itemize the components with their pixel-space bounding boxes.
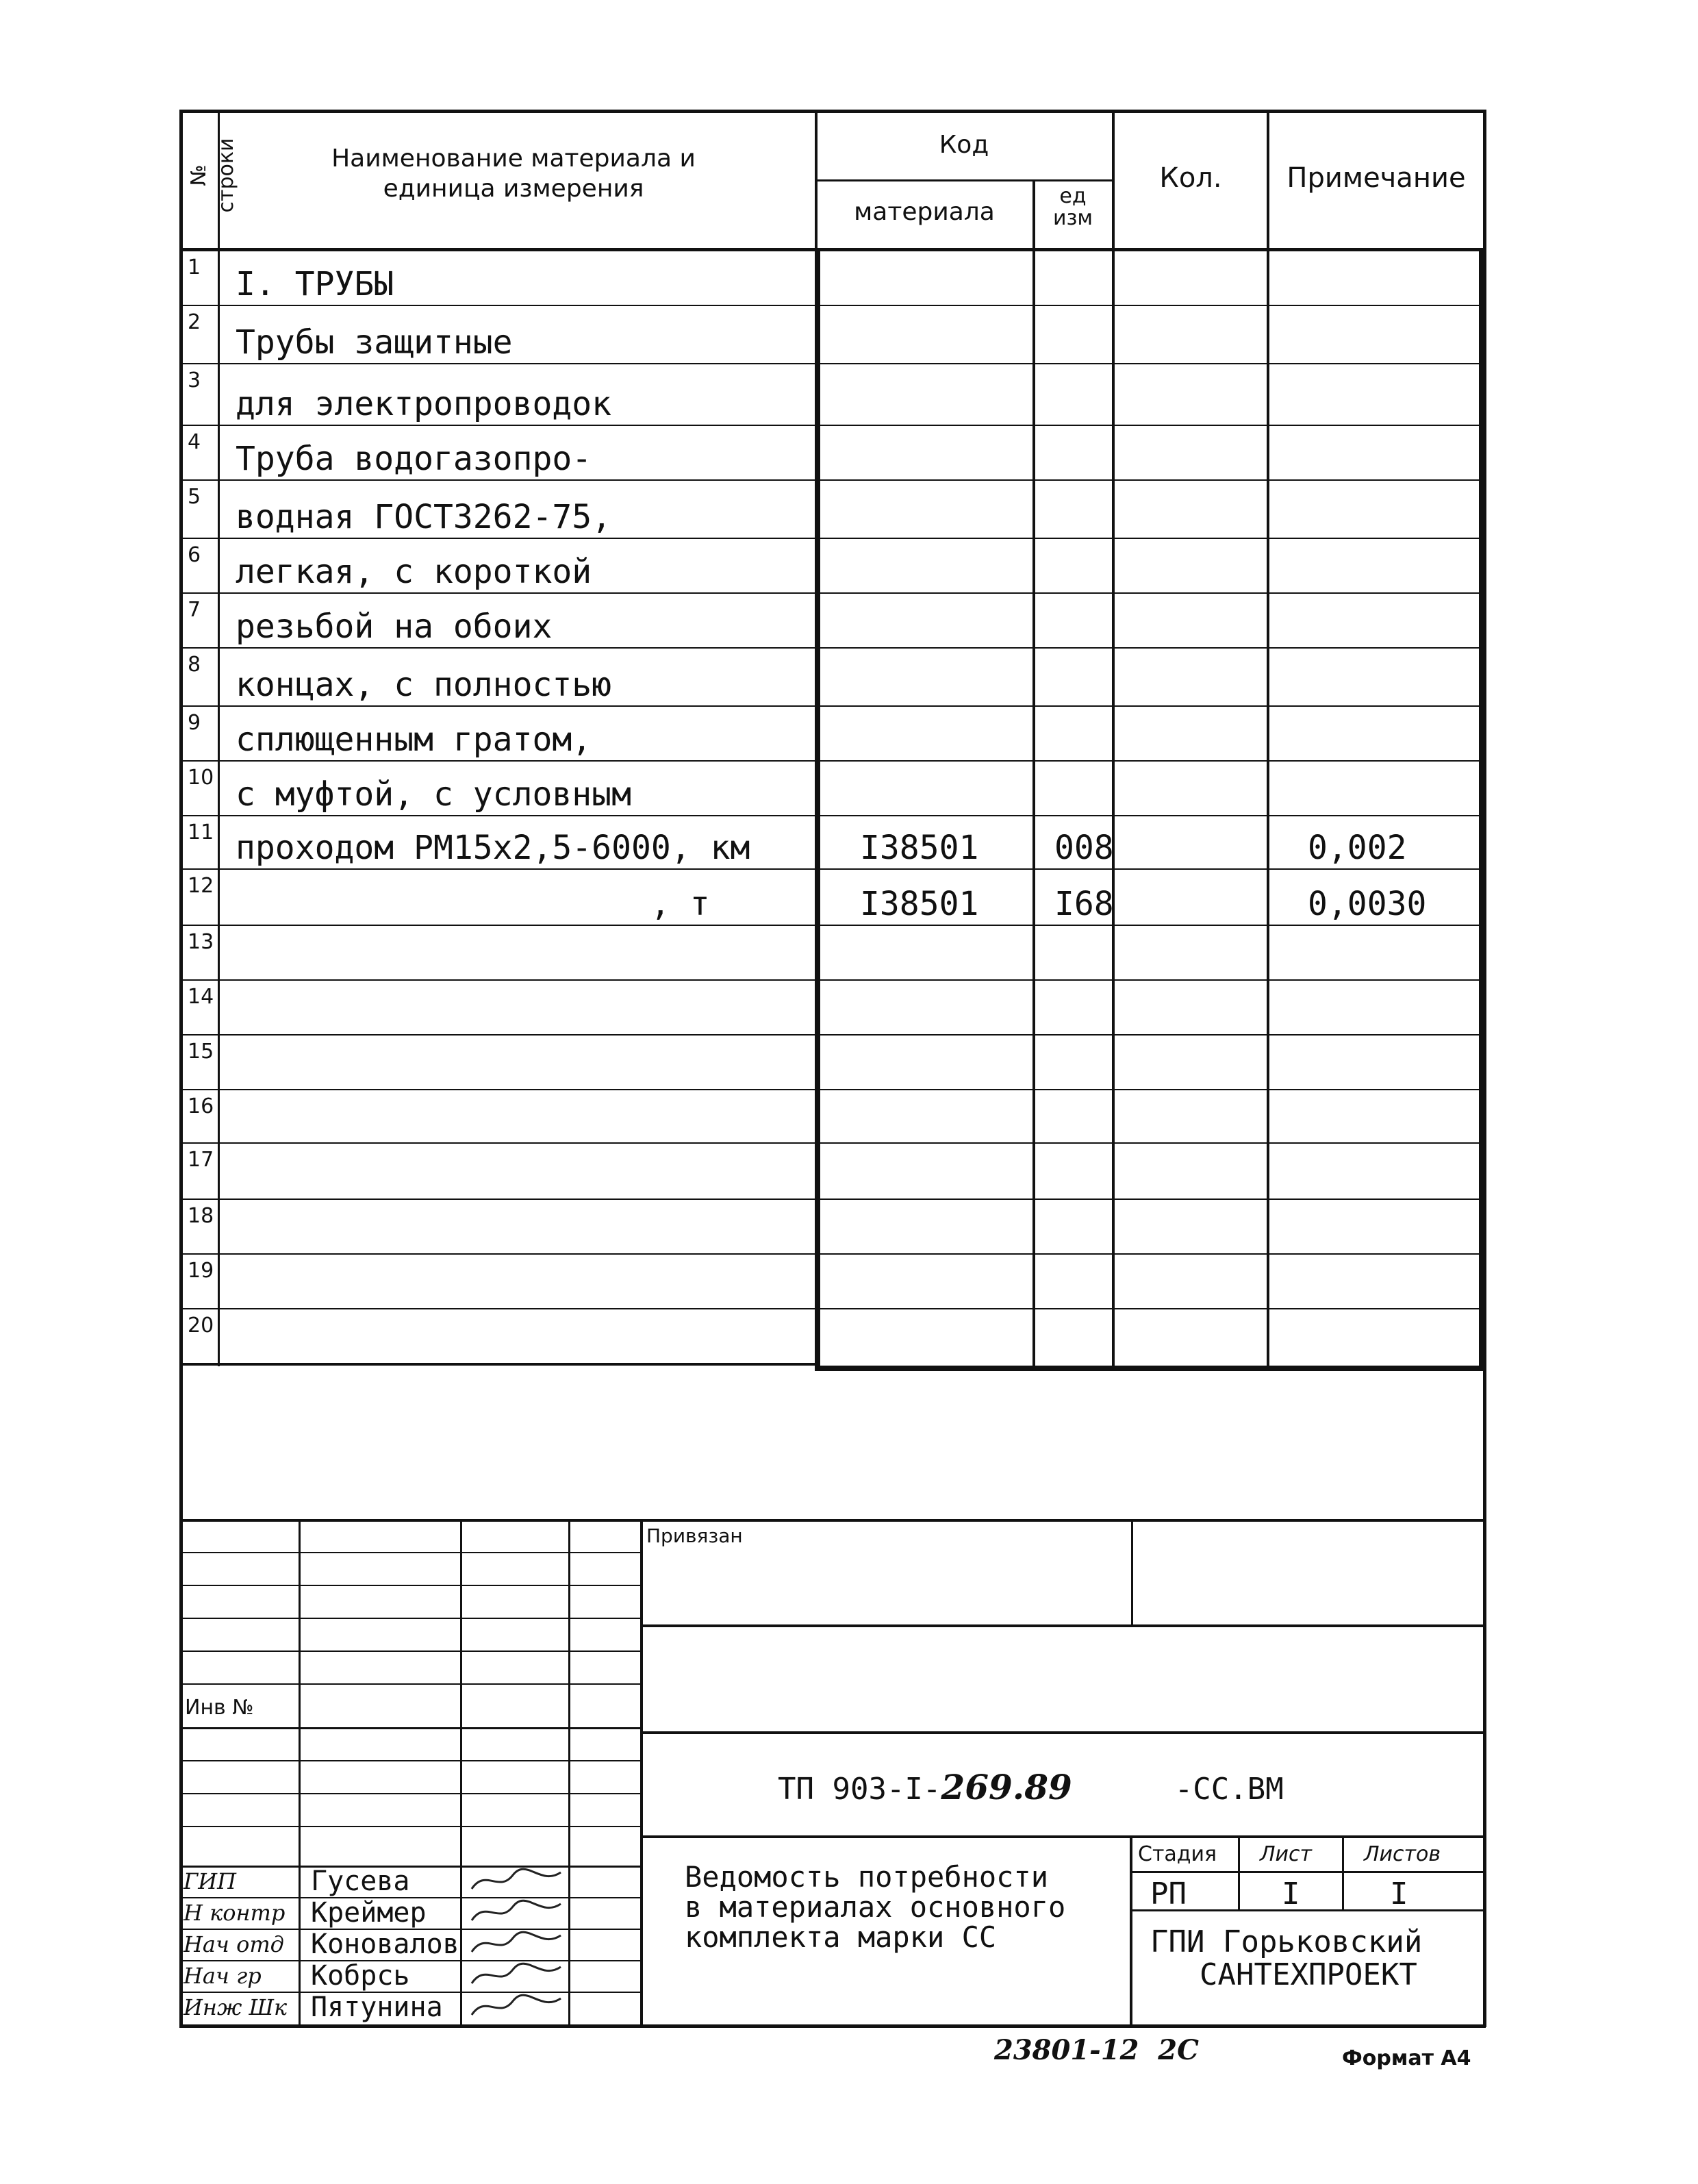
row-number-header: № строки	[187, 138, 238, 213]
signer-name: Кобрсь	[311, 1960, 410, 1992]
row-number: 8	[188, 653, 201, 677]
stage-label: Стадия	[1138, 1842, 1217, 1866]
document-title-3: комплекта марки СС	[685, 1920, 997, 1954]
tb-top	[179, 1519, 1486, 1522]
thick-border-left	[815, 248, 820, 1371]
col-line-rownum	[218, 110, 220, 1366]
tb-v1	[299, 1519, 301, 2026]
unit-header-2: изм	[1052, 206, 1093, 230]
row-number: 18	[188, 1204, 214, 1228]
organization-2: САНТЕХПРОЕКТ	[1200, 1957, 1417, 1992]
row-separator	[179, 538, 1486, 539]
material-name: Трубы защитные	[236, 323, 513, 362]
tb-lh7	[179, 1760, 642, 1761]
note-header: Примечание	[1287, 162, 1466, 194]
unit-header-1: ед	[1059, 184, 1087, 208]
signer-name: Гусева	[311, 1866, 410, 1897]
code-subline	[815, 179, 1113, 181]
row-separator	[179, 815, 1486, 816]
signer-role: Нач гр	[183, 1963, 262, 1989]
document-title-1: Ведомость потребности	[685, 1860, 1049, 1894]
signer-role: Н контр	[183, 1900, 286, 1926]
frame-top	[179, 110, 1486, 113]
row-separator	[179, 868, 1486, 870]
row-separator	[179, 363, 1486, 364]
row-number: 1	[188, 255, 201, 279]
signer-role: ГИП	[183, 1868, 236, 1894]
tb-lh13	[179, 1960, 642, 1961]
name-header: Наименование материала и единица измерения	[331, 145, 696, 203]
signer-name: Коновалов	[311, 1929, 459, 1960]
material-name: водная ГОСТ3262-75,	[236, 498, 612, 536]
unit-code: I68	[1054, 885, 1114, 923]
material-name: сплющенным гратом,	[236, 720, 592, 759]
row-number: 16	[188, 1094, 214, 1118]
row-number: 9	[188, 711, 201, 735]
frame-left	[179, 110, 183, 2027]
tb-v-stage1	[1238, 1837, 1240, 1911]
row-number: 20	[188, 1314, 214, 1338]
document-title-2: в материалах основного	[685, 1890, 1066, 1924]
row-number: 13	[188, 930, 214, 954]
signature-mark	[468, 1960, 564, 1990]
sheets-value: I	[1390, 1877, 1408, 1911]
row-number: 7	[188, 598, 201, 622]
stamp-number: 23801-12 2С	[994, 2034, 1199, 2066]
row-separator	[179, 479, 1486, 481]
thick-border-right	[1479, 248, 1485, 1371]
row-separator	[179, 1142, 1486, 1144]
tb-v3	[568, 1519, 570, 2026]
material-name: резьбой на обоих	[236, 607, 553, 646]
row-number: 15	[188, 1040, 214, 1064]
material-name: , т	[650, 885, 710, 923]
row-separator	[179, 592, 1486, 594]
tb-lh8	[179, 1793, 642, 1794]
frame-bottom	[179, 2024, 1486, 2028]
col-line-unit	[1112, 110, 1115, 1370]
material-header: материала	[854, 198, 995, 226]
unit-code: 008	[1054, 829, 1114, 867]
tb-lh10	[179, 1866, 642, 1868]
row-separator	[179, 1308, 1486, 1309]
qty-header: Кол.	[1159, 162, 1222, 194]
row-number: 14	[188, 985, 214, 1009]
row-separator	[179, 647, 1486, 649]
row-separator	[179, 1034, 1486, 1035]
material-name: для электропроводок	[236, 385, 612, 423]
tb-lh4	[179, 1650, 642, 1652]
row-number: 19	[188, 1259, 214, 1283]
row-separator	[179, 979, 1486, 981]
row-separator	[179, 1089, 1486, 1090]
material-code: I38501	[860, 885, 979, 923]
signature-mark	[468, 1866, 564, 1896]
tb-h-attached	[640, 1624, 1486, 1627]
row-number: 3	[188, 368, 201, 392]
tb-split	[640, 1519, 643, 2026]
tb-lh2	[179, 1585, 642, 1586]
tb-lh1	[179, 1552, 642, 1553]
tb-lh6	[179, 1727, 642, 1729]
row-separator	[179, 1198, 1486, 1200]
material-name: легкая, с короткой	[236, 553, 592, 591]
row-separator	[179, 705, 1486, 707]
organization-1: ГПИ Горьковский	[1150, 1924, 1423, 1959]
signature-mark	[468, 1897, 564, 1927]
col-line-qty	[1267, 110, 1269, 1370]
tb-h-code	[640, 1731, 1486, 1734]
signature-mark	[468, 1992, 564, 2022]
note-value: 0,002	[1308, 829, 1407, 867]
sheets-label: Листов	[1364, 1842, 1441, 1866]
col-line-material	[1032, 181, 1035, 1370]
material-name: проходом РМ15х2,5-6000, км	[236, 829, 750, 867]
table-bottom	[179, 1363, 816, 1366]
sheet-value: I	[1282, 1877, 1300, 1911]
doc-code-suffix: -СС.ВМ	[1174, 1772, 1284, 1807]
row-number: 4	[188, 430, 201, 454]
material-name: I. ТРУБЫ	[236, 265, 394, 303]
format-label: Формат А4	[1342, 2046, 1471, 2070]
row-separator	[179, 1253, 1486, 1255]
tb-h-stage1	[1131, 1871, 1486, 1873]
signer-role: Инж Шк	[183, 1994, 288, 2020]
row-separator	[179, 925, 1486, 926]
row-number: 2	[188, 310, 201, 334]
row-separator	[179, 760, 1486, 762]
row-number: 10	[188, 766, 214, 790]
header-bottom	[179, 248, 1486, 251]
doc-code-handwritten: 269.89	[941, 1767, 1072, 1807]
tb-v-title	[1130, 1835, 1132, 2026]
row-number: 5	[188, 485, 201, 509]
row-separator	[179, 305, 1486, 306]
document-code	[778, 1767, 1284, 1807]
attached-label: Привязан	[646, 1524, 743, 1547]
signer-name: Пятунина	[311, 1992, 443, 2023]
signature-mark	[468, 1929, 564, 1959]
tb-lh5	[179, 1683, 642, 1685]
row-number: 17	[188, 1148, 214, 1172]
stage-value: РП	[1150, 1877, 1187, 1911]
tb-lh3	[179, 1618, 642, 1619]
row-separator	[179, 425, 1486, 426]
tb-v-stage2	[1342, 1837, 1344, 1911]
thick-border-bottom	[815, 1366, 1486, 1371]
signer-role: Нач отд	[183, 1931, 284, 1957]
tb-v4	[1131, 1519, 1133, 1625]
material-name: Труба водогазопро-	[236, 440, 592, 478]
material-name: с муфтой, с условным	[236, 775, 631, 814]
row-number: 6	[188, 543, 201, 567]
row-number: 11	[188, 820, 214, 844]
doc-code-prefix: ТП 903-I-	[778, 1772, 941, 1807]
inv-no-label: Инв №	[185, 1696, 254, 1720]
tb-lh9	[179, 1826, 642, 1827]
material-code: I38501	[860, 829, 979, 867]
tb-v2	[460, 1519, 462, 2026]
signer-name: Креймер	[311, 1897, 427, 1929]
tb-h-title	[640, 1835, 1486, 1838]
sheet-label: Лист	[1260, 1842, 1313, 1866]
material-name: концах, с полностью	[236, 666, 612, 704]
code-header: Код	[939, 131, 989, 159]
row-number: 12	[188, 874, 214, 898]
note-value: 0,0030	[1308, 885, 1427, 923]
